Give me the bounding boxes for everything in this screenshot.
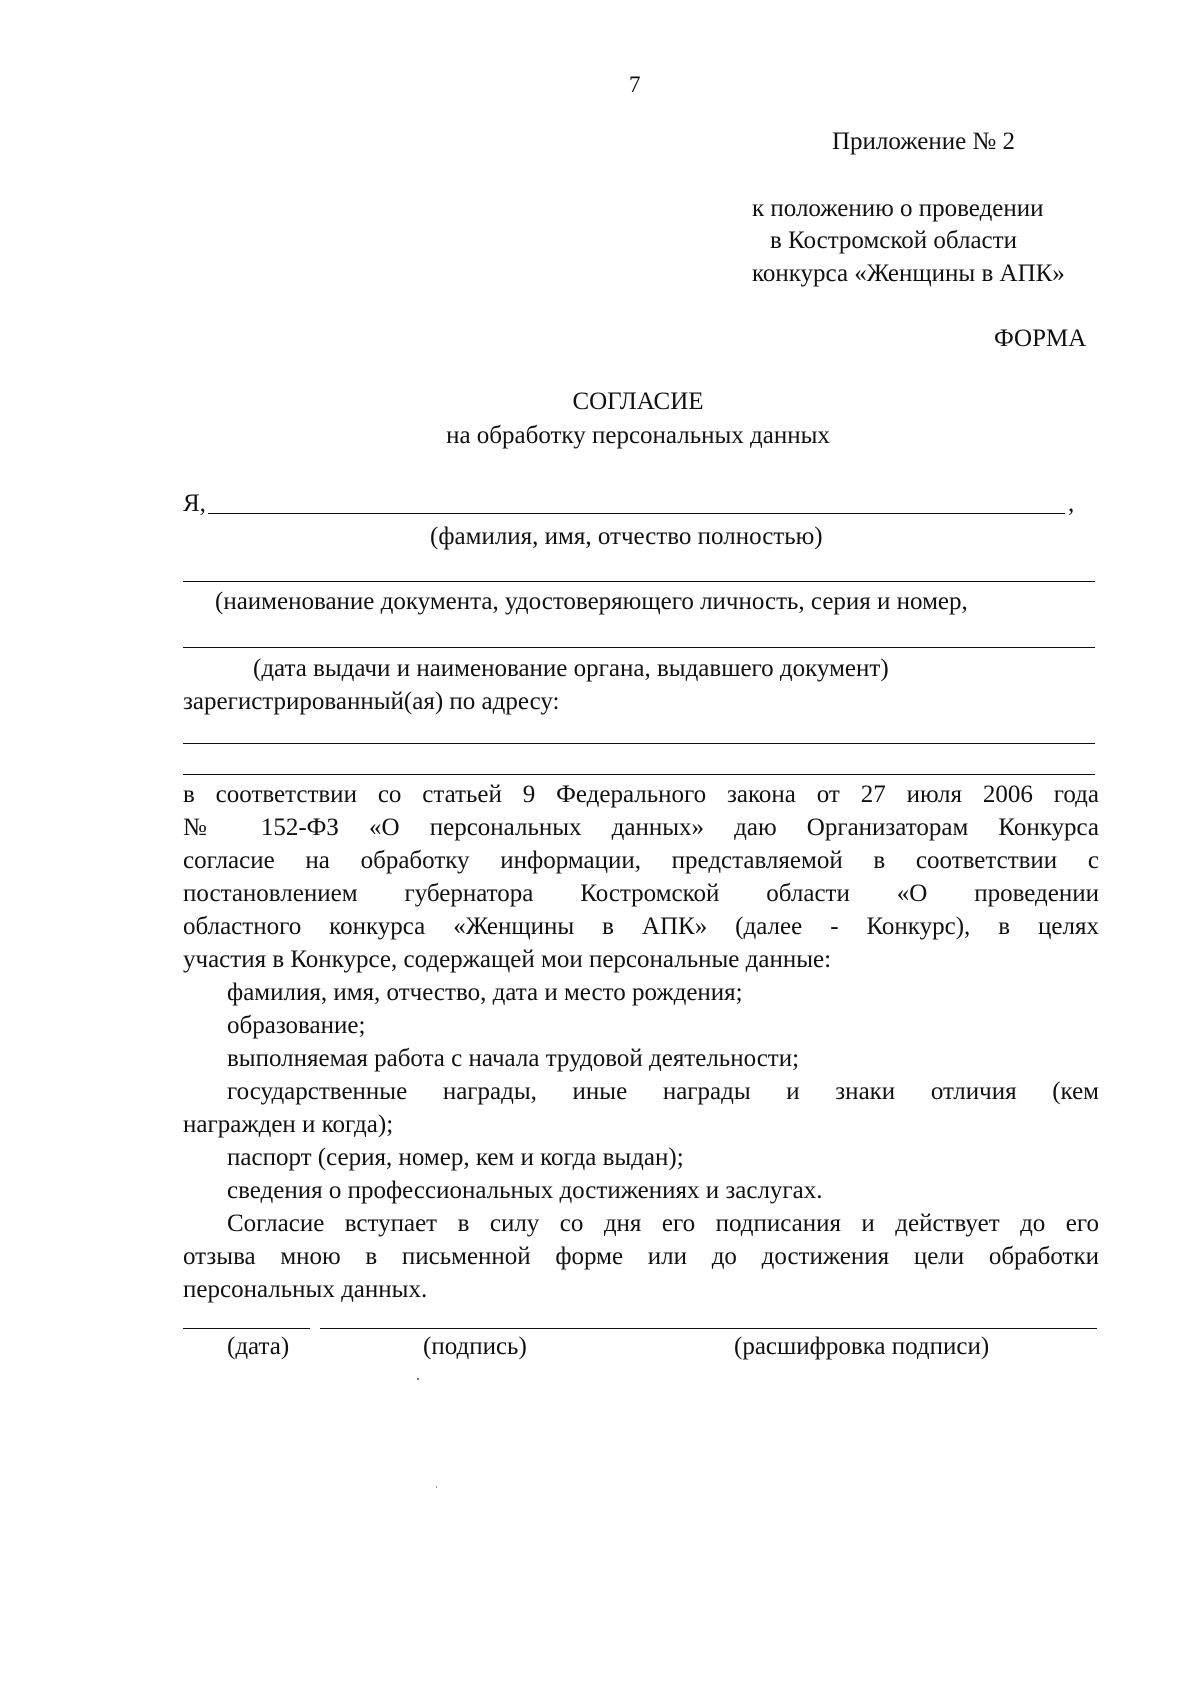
page-number: 7 xyxy=(629,72,641,97)
form-label: ФОРМА xyxy=(994,325,1087,352)
signature-label: (подпись) xyxy=(423,1333,527,1360)
consent-validity-line: персональных данных. xyxy=(183,1276,428,1303)
body-line: областного конкурса «Женщины в АПК» (далее - Конкурс), в целях xyxy=(183,913,1099,940)
address-input-line-1[interactable] xyxy=(183,743,1095,744)
data-item-awards-cont: награжден и когда); xyxy=(183,1111,394,1138)
issue-input-line[interactable] xyxy=(183,647,1095,648)
reference-line-1: к положению о проведении xyxy=(752,195,1044,222)
document-hint: (наименование документа, удостоверяющего личность, серия и номер, xyxy=(215,588,968,615)
body-line: постановлением губернатора Костромской области «О проведении xyxy=(183,880,1099,907)
i-suffix: , xyxy=(1068,490,1075,517)
fio-input-line[interactable] xyxy=(208,513,1065,514)
signature-decode-label: (расшифровка подписи) xyxy=(734,1333,990,1360)
body-line: участия в Конкурсе, содержащей мои персональные данные: xyxy=(183,946,832,973)
data-item: фамилия, имя, отчество, дата и место рождения; xyxy=(227,979,743,1006)
document-title: СОГЛАСИЕ xyxy=(572,388,704,415)
data-item: паспорт (серия, номер, кем и когда выдан); xyxy=(227,1144,684,1171)
body-line: в соответствии со статьей 9 Федерального закона от 27 июля 2006 года xyxy=(183,781,1099,808)
body-line: согласие на обработку информации, представляемой в соответствии с xyxy=(183,847,1099,874)
data-item: образование; xyxy=(227,1012,366,1039)
data-item: сведения о профессиональных достижениях и заслугах. xyxy=(227,1177,823,1204)
scan-speck xyxy=(417,1378,419,1380)
signature-input-line[interactable] xyxy=(320,1328,1097,1329)
fio-hint: (фамилия, имя, отчество полностью) xyxy=(430,523,823,550)
date-label: (дата) xyxy=(227,1333,290,1360)
reference-line-2: в Костромской области xyxy=(770,227,1017,254)
reference-line-3: конкурса «Женщины в АПК» xyxy=(752,260,1065,287)
issue-hint: (дата выдачи и наименование органа, выдавшего документ) xyxy=(253,655,889,682)
document-subtitle: на обработку персональных данных xyxy=(446,422,830,449)
body-line: № 152-ФЗ «О персональных данных» даю Организаторам Конкурса xyxy=(183,814,1099,841)
i-prefix: Я, xyxy=(183,490,206,517)
consent-validity-line: Согласие вступает в силу со дня его подписания и действует до его xyxy=(227,1210,1099,1237)
document-input-line[interactable] xyxy=(183,581,1095,582)
appendix-label: Приложение № 2 xyxy=(832,128,1016,155)
date-input-line[interactable] xyxy=(183,1328,310,1329)
data-item-awards: государственные награды, иные награды и знаки отличия (кем xyxy=(227,1078,1099,1105)
data-item: выполняемая работа с начала трудовой деятельности; xyxy=(227,1045,800,1072)
consent-validity-line: отзыва мною в письменной форме или до достижения цели обработки xyxy=(183,1243,1099,1270)
registered-label: зарегистрированный(ая) по адресу: xyxy=(183,688,560,715)
consent-body xyxy=(183,778,1099,1306)
scan-speck xyxy=(436,1486,437,1488)
address-input-line-2[interactable] xyxy=(183,774,1095,775)
